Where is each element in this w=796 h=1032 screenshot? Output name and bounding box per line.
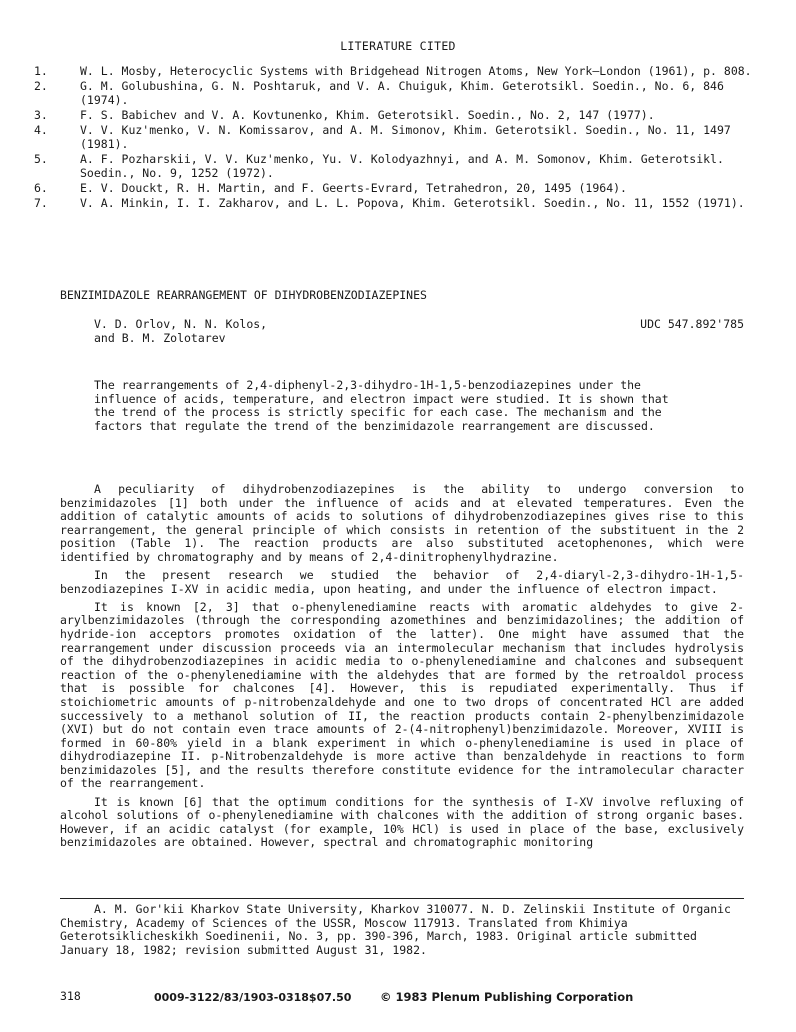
reference-item <box>34 80 754 107</box>
reference-item <box>34 124 754 151</box>
reference-number: 7. <box>34 195 48 210</box>
reference-item <box>34 109 754 123</box>
author-block <box>94 318 354 345</box>
article-body <box>60 483 744 854</box>
reference-list <box>34 65 754 212</box>
reference-number: 3. <box>34 107 48 122</box>
body-paragraph: A peculiarity of dihydrobenzodiazepines is the ability to undergo conversion to benzimidazoles [1] both under the influence of acids and at elevated temperatures. Even the addition of catalytic amounts of acids to solutions of dihydrobenzodiazepines gives rise to this rearrangement, the general principle of which consists in retention of the substituent in the 2 position (Table 1). The reaction products are also substituted acetophenones, which were identified by chromatography and by means of 2,4-dinitrophenylhydrazine. <box>60 482 744 564</box>
literature-cited-heading: LITERATURE CITED <box>340 39 456 53</box>
reference-item <box>34 153 754 180</box>
reference-number: 2. <box>34 79 48 94</box>
authors-line: and B. M. Zolotarev <box>94 330 226 345</box>
page-number: 318 <box>60 989 81 1003</box>
body-paragraph: It is known [6] that the optimum conditions for the synthesis of I-XV involve refluxing of alcohol solutions of o-phenylenediamine with chalcones with the addition of strong organic bases. However, if an acidic catalyst (for example, 10% HCl) is used in place of the base, exclusively benzimidazoles are obtained. However, spectral and chromatographic monitoring <box>60 794 744 850</box>
reference-text: F. S. Babichev and V. A. Kovtunenko, Khim. Geterotsikl. Soedin., No. 2, 147 (1977). <box>80 107 655 122</box>
reference-text: E. V. Douckt, R. H. Martin, and F. Geerts-Evrard, Tetrahedron, 20, 1495 (1964). <box>80 180 627 195</box>
authors-line: V. D. Orlov, N. N. Kolos, <box>94 317 268 331</box>
body-paragraph: It is known [2, 3] that o-phenylenediamine reacts with aromatic aldehydes to give 2-arylbenzimidazoles (through the corresponding azomethines and benzimidazolines; the addition of hydride-ion acceptors promotes oxidation of the latter). One might have assumed that the rearrangement under discussion proceeds via an intermolecular mechanism that includes hydrolysis of the dihydrobenzodiazepines in acidic media to o-phenylenediamine and chalcones and subsequent reaction of the o-phenylenediamine with the aldehydes that are formed by the retroaldol process that is possible for chalcones [4]. However, this is repudiated experimentally. Thus if stoichiometric amounts of p-nitrobenzaldehyde and one to two drops of concentrated HCl are added successively to a methanol solution of II, the reaction products contain 2-phenylbenzimidazole (XVI) but do not contain even trace amounts of 2-(4-nitrophenyl)benzimidazole. Moreover, XVIII is formed in 60-80% yield in a blank experiment in which o-phenylenediamine is used in place of dihydrodiazepine II. p-Nitrobenzaldehyde is more active than benzaldehyde in reactions to form benzimidazoles [5], and the results therefore constitute evidence for the intramolecular character of the rearrangement. <box>60 599 744 791</box>
abstract: The rearrangements of 2,4-diphenyl-2,3-dihydro-1H-1,5-benzodiazepines under the influence of acids, temperature, and electron impact were studied. It is shown that the trend of the process is strictly specific for each case. The mechanism and the factors that regulate the trend of the benzimidazole rearrangement are discussed. <box>94 378 669 433</box>
reference-text: G. M. Golubushina, G. N. Poshtaruk, and V. A. Chuiguk, Khim. Geterotsikl. Soedin., No. 6, 846 (1974). <box>80 79 724 107</box>
reference-text: V. A. Minkin, I. I. Zakharov, and L. L. Popova, Khim. Geterotsikl. Soedin., No. 11, 1552 (1971). <box>80 195 745 210</box>
reference-item <box>34 182 754 196</box>
reference-number: 5. <box>34 151 48 166</box>
reference-item <box>34 65 754 79</box>
reference-number: 6. <box>34 180 48 195</box>
copyright-notice: © 1983 Plenum Publishing Corporation <box>380 990 634 1004</box>
reference-number: 4. <box>34 123 48 138</box>
udc-code: UDC 547.892'785 <box>640 317 744 331</box>
body-paragraph: In the present research we studied the behavior of 2,4-diaryl-2,3-dihydro-1H-1,5-benzodiazepines I-XV in acidic media, upon heating, and under the influence of electron impact. <box>60 568 744 596</box>
article-title: BENZIMIDAZOLE REARRANGEMENT OF DIHYDROBENZODIAZEPINES <box>60 288 427 302</box>
reference-item <box>34 197 754 211</box>
reference-text: V. V. Kuz'menko, V. N. Komissarov, and A. M. Simonov, Khim. Geterotsikl. Soedin., No. 11, 1497 (1981). <box>80 123 731 151</box>
article-code: 0009-3122/83/1903-0318$07.50 <box>154 991 352 1004</box>
reference-number: 1. <box>34 64 48 78</box>
reference-text: W. L. Mosby, Heterocyclic Systems with Bridgehead Nitrogen Atoms, New York–London (1961), p. 808. <box>80 64 752 78</box>
reference-text: A. F. Pozharskii, V. V. Kuz'menko, Yu. V. Kolodyazhnyi, and A. M. Somonov, Khim. Geterotsikl. Soedin., No. 9, 1252 (1972). <box>80 151 724 180</box>
footnote-divider <box>60 898 744 899</box>
affiliation-footnote: A. M. Gor'kii Kharkov State University, Kharkov 310077. N. D. Zelinskii Institute of Organic Chemistry, Academy of Sciences of the USSR, Moscow 117913. Translated from Khimiya Geterotsiklicheskikh Soedinenii, No. 3, pp. 390-396, March, 1983. Original article submitted January 18, 1982; revision submitted August 31, 1982. <box>60 902 731 957</box>
